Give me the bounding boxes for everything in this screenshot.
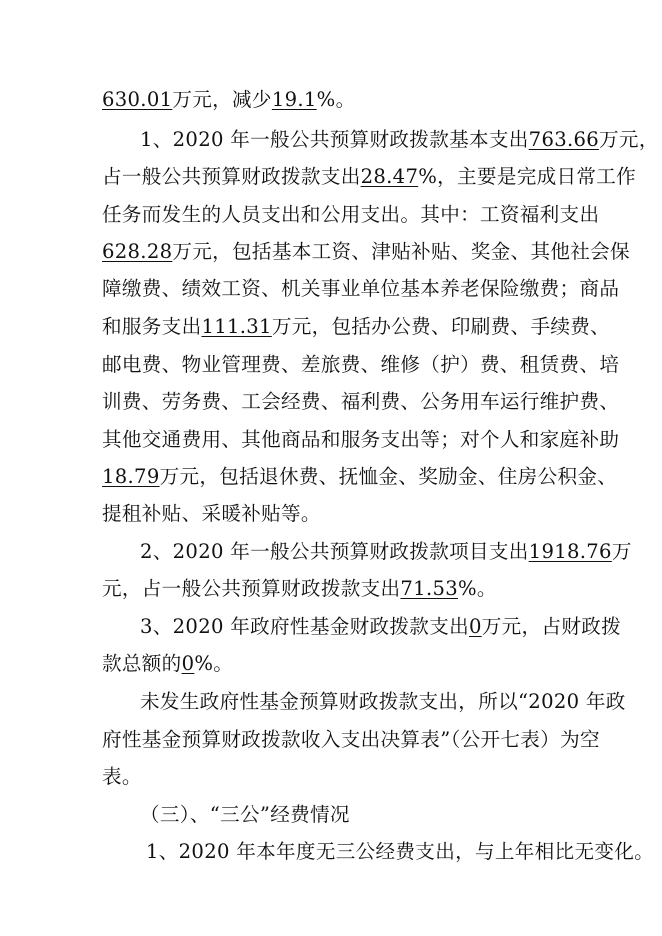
text-segment: 和服务支出 bbox=[102, 315, 202, 338]
percentage: 19.1 bbox=[271, 88, 317, 111]
text-segment: 未发生政府性基金预算财政拨款支出，所以“2020 年政 bbox=[140, 690, 626, 713]
text-segment: %。 bbox=[316, 88, 356, 111]
text-segment: %，主要是完成日常工作 bbox=[418, 165, 637, 188]
text-line bbox=[140, 688, 626, 716]
percentage: 28.47 bbox=[360, 165, 419, 188]
text-segment: 占一般公共预算财政拨款支出 bbox=[102, 165, 361, 188]
text-line bbox=[140, 126, 659, 154]
text-segment: 训费、劳务费、工会经费、福利费、公务用车运行维护费、 bbox=[102, 390, 620, 413]
text-segment: （三）、“三公”经费情况 bbox=[140, 803, 350, 826]
text-segment: 表。 bbox=[102, 765, 142, 788]
text-segment: 万 bbox=[611, 540, 632, 563]
text-segment: 万元，占财政拨 bbox=[481, 615, 622, 638]
text-segment: 万元， bbox=[599, 128, 659, 151]
text-segment: 府性基金预算财政拨款收入支出决算表”（公开七表）为空 bbox=[102, 728, 600, 751]
text-line bbox=[102, 726, 600, 754]
text-segment: 万元，包括退休费、抚恤金、奖励金、住房公积金、 bbox=[159, 465, 618, 488]
text-line bbox=[102, 86, 355, 114]
text-line bbox=[102, 201, 599, 229]
text-line bbox=[102, 500, 321, 528]
text-line bbox=[102, 238, 630, 266]
amount: 111.31 bbox=[201, 315, 272, 338]
text-segment: 1、2020 年一般公共预算财政拨款基本支出 bbox=[140, 128, 529, 151]
text-line bbox=[102, 275, 619, 303]
amount: 763.66 bbox=[528, 128, 600, 151]
text-segment: 万元，包括办公费、印刷费、手续费、 bbox=[271, 315, 611, 338]
text-line bbox=[140, 613, 621, 641]
text-line bbox=[102, 463, 617, 491]
text-line bbox=[102, 313, 610, 341]
text-line bbox=[102, 426, 619, 454]
text-segment: 元，占一般公共预算财政拨款支出 bbox=[102, 577, 401, 600]
text-segment: 3、2020 年政府性基金财政拨款支出 bbox=[140, 615, 469, 638]
section-heading bbox=[140, 801, 350, 829]
amount: 1918.76 bbox=[528, 540, 612, 563]
text-line bbox=[140, 538, 632, 566]
text-segment: 任务而发生的人员支出和公用支出。其中：工资福利支出 bbox=[102, 203, 600, 226]
text-line bbox=[102, 163, 636, 191]
percentage: 71.53 bbox=[400, 577, 458, 600]
text-segment: %。 bbox=[458, 577, 497, 600]
text-segment: 1、2020 年本年度无三公经费支出，与上年相比无变化。 bbox=[146, 840, 655, 863]
amount: 0 bbox=[468, 615, 482, 638]
amount: 628.28 bbox=[102, 240, 173, 263]
text-segment: 邮电费、物业管理费、差旅费、维修（护）费、租赁费、培 bbox=[102, 353, 620, 376]
text-line bbox=[146, 838, 654, 866]
text-segment: 万元，包括基本工资、津贴补贴、奖金、其他社会保 bbox=[172, 240, 630, 263]
text-segment: 万元，减少 bbox=[172, 88, 272, 111]
text-line bbox=[102, 388, 619, 416]
text-segment: 款总额的 bbox=[102, 652, 182, 675]
text-segment: 障缴费、绩效工资、机关事业单位基本养老保险缴费；商品 bbox=[102, 277, 620, 300]
amount: 18.79 bbox=[102, 465, 160, 488]
percentage: 0 bbox=[181, 652, 195, 675]
text-line bbox=[102, 575, 497, 603]
text-segment: %。 bbox=[194, 652, 234, 675]
text-line bbox=[102, 763, 142, 791]
text-segment: 2、2020 年一般公共预算财政拨款项目支出 bbox=[140, 540, 529, 563]
text-segment: 提租补贴、采暖补贴等。 bbox=[102, 502, 321, 525]
text-line bbox=[102, 650, 233, 678]
amount: 630.01 bbox=[102, 88, 173, 111]
text-segment: 其他交通费用、其他商品和服务支出等；对个人和家庭补助 bbox=[102, 428, 620, 451]
text-line bbox=[102, 351, 619, 379]
